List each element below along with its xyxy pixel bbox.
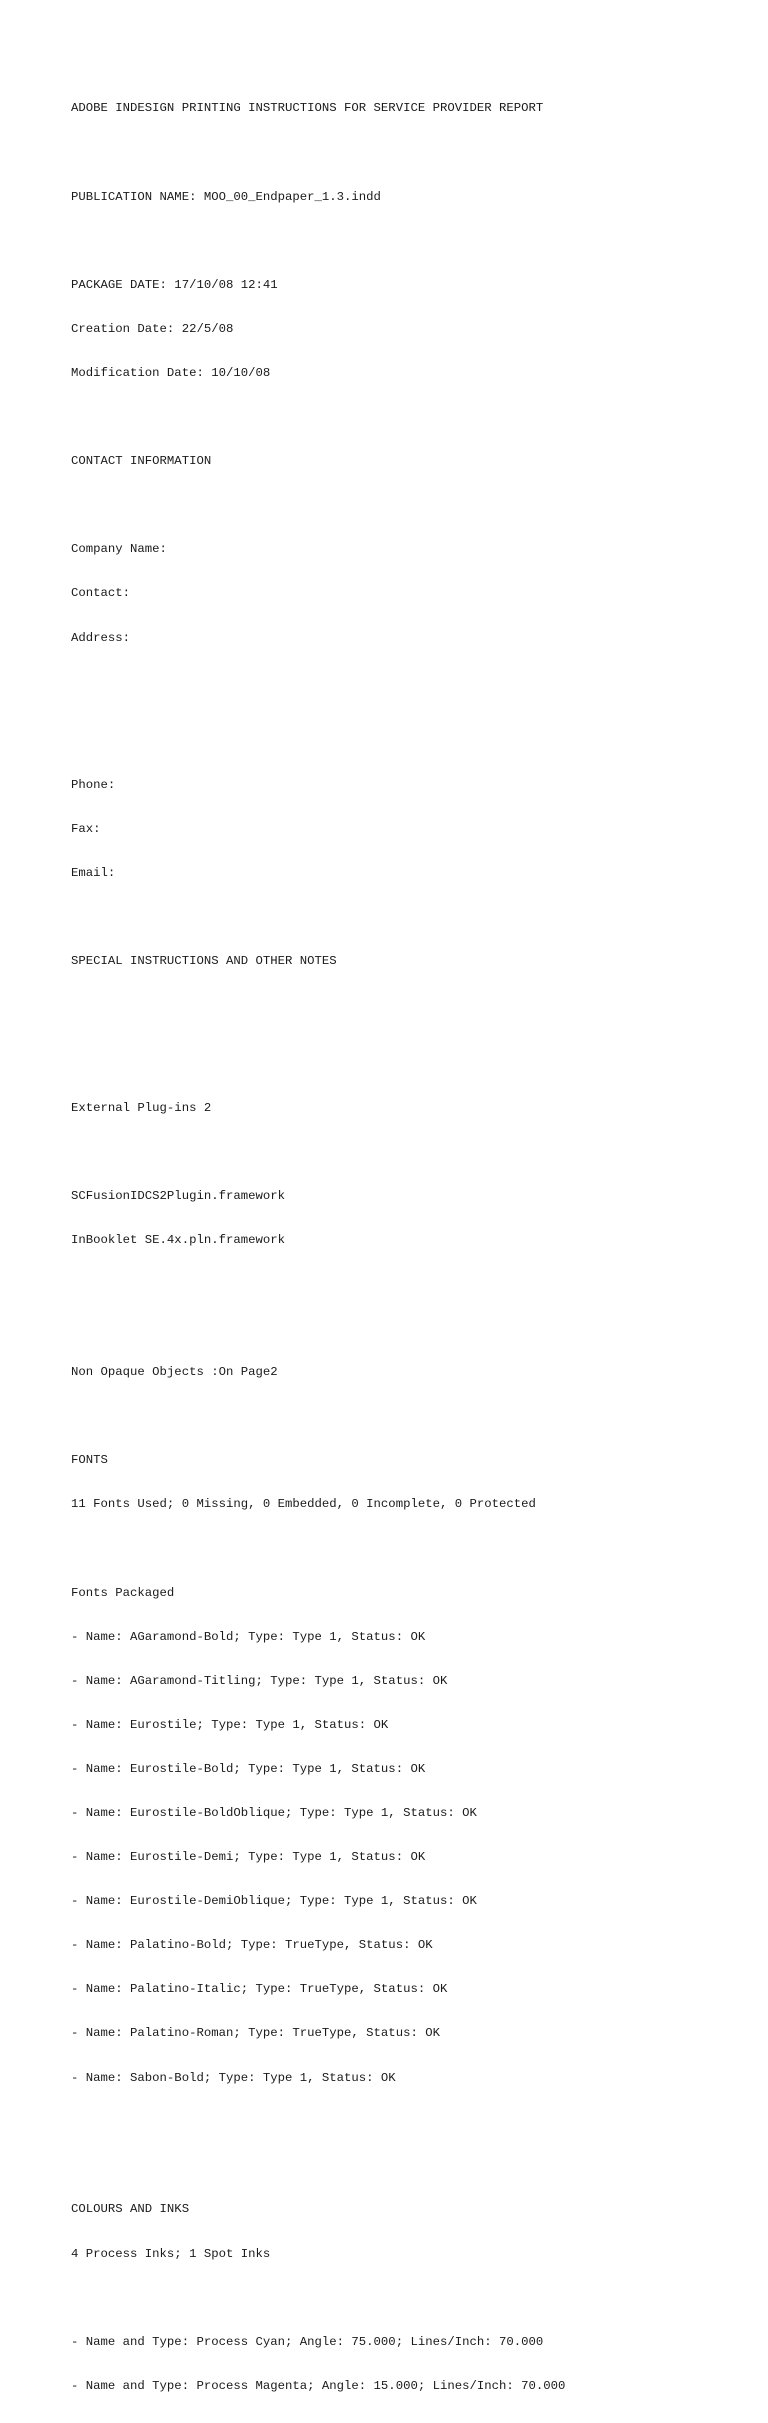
contact-heading: CONTACT INFORMATION <box>71 454 212 469</box>
publication-name: PUBLICATION NAME: MOO_00_Endpaper_1.3.indd <box>71 189 381 204</box>
font-entry: - Name: Eurostile-BoldOblique; Type: Type 1, Status: OK <box>71 1806 477 1821</box>
font-entry: - Name: AGaramond-Titling; Type: Type 1, Status: OK <box>71 1673 448 1688</box>
address-label: Address: <box>71 630 131 645</box>
package-date: PACKAGE DATE: 17/10/08 12:41 <box>71 277 278 292</box>
font-entry: - Name: Eurostile; Type: Type 1, Status: OK <box>71 1717 389 1732</box>
colours-heading: COLOURS AND INKS <box>71 2202 190 2217</box>
colours-summary: 4 Process Inks; 1 Spot Inks <box>71 2246 271 2261</box>
modification-date: Modification Date: 10/10/08 <box>71 365 271 380</box>
company-name-label: Company Name: <box>71 542 167 557</box>
email-label: Email: <box>71 865 116 880</box>
fonts-packaged-heading: Fonts Packaged <box>71 1585 175 1600</box>
fonts-heading: FONTS <box>71 1453 108 1468</box>
contact-label: Contact: <box>71 586 131 601</box>
non-opaque-objects: Non Opaque Objects :On Page2 <box>71 1365 278 1380</box>
report-title: ADOBE INDESIGN PRINTING INSTRUCTIONS FOR SERVICE PROVIDER REPORT <box>71 101 544 116</box>
plugin-item: SCFusionIDCS2Plugin.framework <box>71 1189 286 1204</box>
plugin-item: InBooklet SE.4x.pln.framework <box>71 1233 286 1248</box>
fonts-summary: 11 Fonts Used; 0 Missing, 0 Embedded, 0 Incomplete, 0 Protected <box>71 1497 536 1512</box>
phone-label: Phone: <box>71 777 116 792</box>
font-entry: - Name: Palatino-Roman; Type: TrueType, Status: OK <box>71 2026 440 2041</box>
ink-entry: - Name and Type: Process Cyan; Angle: 75.000; Lines/Inch: 70.000 <box>71 2334 544 2349</box>
special-instructions-heading: SPECIAL INSTRUCTIONS AND OTHER NOTES <box>71 953 337 968</box>
font-entry: - Name: Sabon-Bold; Type: Type 1, Status: OK <box>71 2070 396 2085</box>
font-entry: - Name: Palatino-Italic; Type: TrueType, Status: OK <box>71 1982 448 1997</box>
font-entry: - Name: AGaramond-Bold; Type: Type 1, Status: OK <box>71 1629 426 1644</box>
font-entry: - Name: Eurostile-Demi; Type: Type 1, Status: OK <box>71 1850 426 1865</box>
creation-date: Creation Date: 22/5/08 <box>71 321 234 336</box>
plugins-heading: External Plug-ins 2 <box>71 1100 212 1115</box>
printing-instructions-report <box>71 72 751 2423</box>
font-entry: - Name: Eurostile-DemiOblique; Type: Type 1, Status: OK <box>71 1894 477 1909</box>
ink-entry: - Name and Type: Process Magenta; Angle: 15.000; Lines/Inch: 70.000 <box>71 2378 566 2393</box>
font-entry: - Name: Eurostile-Bold; Type: Type 1, Status: OK <box>71 1761 426 1776</box>
fax-label: Fax: <box>71 821 101 836</box>
font-entry: - Name: Palatino-Bold; Type: TrueType, Status: OK <box>71 1938 433 1953</box>
